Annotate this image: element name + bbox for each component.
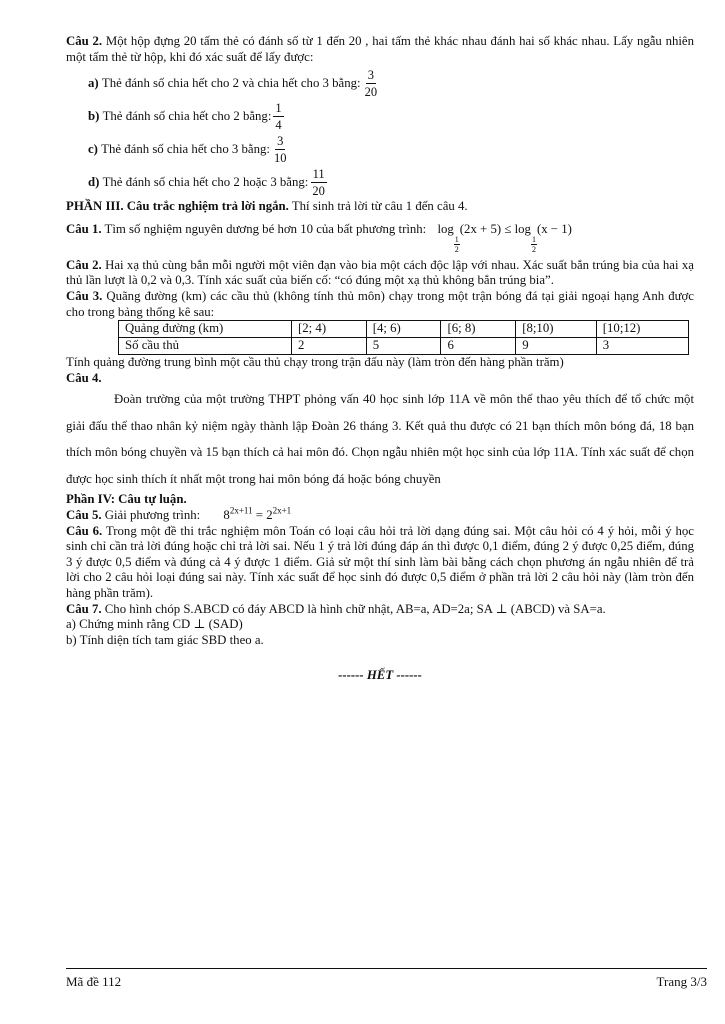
fraction [363,68,380,99]
numerator: 1 [454,234,459,244]
question-text: Quãng đường (km) các cầu thủ (không tính thủ môn) chạy trong một trận bóng đá tại giải ngoại hạng Anh được cho trong bảng thống kê sau: [66,288,694,319]
question-3-followup: Tính quảng đường trung bình một cầu thủ chạy trong trận đấu này (làm tròn đến hàng phần trăm) [66,355,564,370]
exponential-equation [223,505,292,522]
option-label: d) [88,174,100,189]
question-text: Tìm số nghiệm nguyên dương bé hơn 10 của bất phương trình: [101,221,427,236]
table-cell: Số cầu thủ [119,338,292,355]
relation-symbol: ≤ [504,221,512,236]
part-3-question-2 [66,258,694,289]
log-base [531,235,537,254]
equals-sign: = [252,507,267,522]
question-text: Trong một đề thi trắc nghiệm môn Toán có loại câu hỏi trả lời dạng đúng sai. Một câu hỏi có 4 ý hỏi, mỗi ý học sinh chỉ cần trả lời đúng hoặc chỉ trả lời sai. Nếu 1 ý trả lời đúng đáp án thì được 0,1 điểm, đúng 2 ý được 0,25 điểm, đúng 3 ý được 0,5 điểm và đúng cả 4 ý được 1 điểm. Giả sử một thí sinh làm bài bằng cách chọn phương án ngẫu nhiên để trả lời cho 2 câu hỏi loại đúng sai này. Tính xác suất để học sinh đó được 0,5 điểm ở phần trả lời 2 câu hỏi này (làm tròn đến hàng phần trăm). [66,523,694,600]
table-cell: 5 [366,338,441,355]
table-row [119,338,689,355]
option-text: Thẻ đánh số chia hết cho 3 bằng: [101,141,270,156]
exam-code: Mã đề 112 [66,974,122,989]
table-cell: 6 [441,338,516,355]
table-cell: Quảng đường (km) [119,321,292,338]
question-7 [66,602,694,618]
fraction [272,134,289,165]
denominator: 20 [312,184,325,199]
denominator: 10 [273,151,287,166]
part-3-heading [66,199,694,215]
table-cell: [8;10) [516,321,597,338]
question-text: Giải phương trình: [101,507,201,522]
denominator: 2 [454,244,459,254]
table-cell: 3 [596,338,688,355]
option-d [88,166,694,199]
question-6 [66,524,694,602]
log-base [454,235,460,254]
numerator: 1 [531,234,536,244]
question-label: Câu 7. [66,601,102,616]
option-b [88,100,694,133]
distance-table [118,320,689,355]
part-3-question-4-label: Câu 4. [66,370,102,385]
end-mark: ------ HẾT ------ [338,668,422,683]
base: 8 [223,507,230,522]
option-text: Thẻ đánh số chia hết cho 2 hoặc 3 bằng: [102,174,309,189]
question-text: Hai xạ thủ cùng bắn mỗi người một viên đạn vào bia một cách độc lập với nhau. Xác suất bắn trúng bia của hai xạ thủ lần lượt là 0,2 và 0,3. Tính xác suất của biến cố: “có đúng một xạ thủ không bắn trúng bia”. [66,257,694,288]
section-heading: PHẦN III. Câu trắc nghiệm trả lời ngắn. [66,199,289,214]
fraction [310,167,327,198]
question-2-stem [66,34,694,65]
exam-page [66,34,694,684]
left-argument: (2x + 5) [459,221,502,236]
question-label: Câu 2. [66,34,103,48]
table-cell: [10;12) [596,321,688,338]
table-cell: [2; 4) [292,321,367,338]
exponent: 2x+11 [229,505,253,516]
question-label: Câu 5. [66,507,102,522]
question-5 [66,505,694,524]
right-argument: (x − 1) [536,221,572,236]
option-label: b) [88,108,100,123]
denominator: 2 [531,244,536,254]
log-inequality: log $\frac{1}{2}$ (2x + 5) ≤ log $\frac{1}{2}$ (x − 1) [437,221,572,254]
option-label: c) [88,141,98,156]
option-text: Thẻ đánh số chia hết cho 2 bằng: [102,108,272,123]
part-3-question-4-text: Đoàn trường của một trường THPT phỏng vấn 40 học sinh lớp 11A về môn thể thao yêu thích để tổ chức một giải đấu thể thao nhân kỷ niệm ngày thành lập Đoàn 26 tháng 3. Kết quả thu được có 21 bạn thích môn bóng đá, 18 bạn thích môn bóng chuyền và 15 bạn thích cả hai môn đó. Chọn ngẫu nhiên một học sinh của lớp 11A. Tính xác suất để chọn được học sinh thích ít nhất một trong hai môn bóng đá hoặc bóng chuyền [66,392,694,486]
table-cell: [6; 8) [441,321,516,338]
base: 2 [266,507,273,522]
option-text: Thẻ đánh số chia hết cho 2 và chia hết cho 3 bằng: [101,75,361,90]
table-cell: [4; 6) [366,321,441,338]
question-label: Câu 2. [66,257,102,272]
exponent: 2x+1 [272,505,292,516]
numerator: 3 [367,68,374,83]
question-label: Câu 1. [66,221,102,236]
table-cell: 2 [292,338,367,355]
table-row [119,321,689,338]
numerator: 11 [312,167,325,182]
section-instruction: Thí sinh trả lời từ câu 1 đến câu 4. [288,199,468,214]
question-text: Cho hình chóp S.ABCD có đáy ABCD là hình chữ nhật, AB=a, AD=2a; SA ⊥ (ABCD) và SA=a. [101,601,606,616]
option-c [88,133,694,166]
page-number: Trang 3/3 [656,974,707,989]
option-label: a) [88,75,99,90]
denominator: 4 [275,118,282,133]
numerator: 3 [277,134,284,149]
fraction [273,101,283,132]
question-label: Câu 3. [66,288,103,303]
part-3-question-1 [66,217,694,254]
page-footer [66,968,707,990]
question-7-part-b: b) Tính diện tích tam giác SBD theo a. [66,632,264,647]
numerator: 1 [275,101,282,116]
part-3-question-3 [66,289,694,320]
part-4-heading: Phần IV: Câu tự luận. [66,492,187,507]
question-7-part-a: a) Chứng minh rằng CD ⊥ (SAD) [66,617,243,632]
question-label: Câu 6. [66,523,103,538]
option-a [88,67,694,100]
question-text: Một hộp đựng 20 tấm thẻ có đánh số từ 1 đến 20 , hai tấm thẻ khác nhau đánh hai số khác nhau. Lấy ngẫu nhiên một tấm thẻ từ hộp, khi đó xác suất để lấy được: [66,34,694,64]
table-cell: 9 [516,338,597,355]
denominator: 20 [364,85,378,100]
